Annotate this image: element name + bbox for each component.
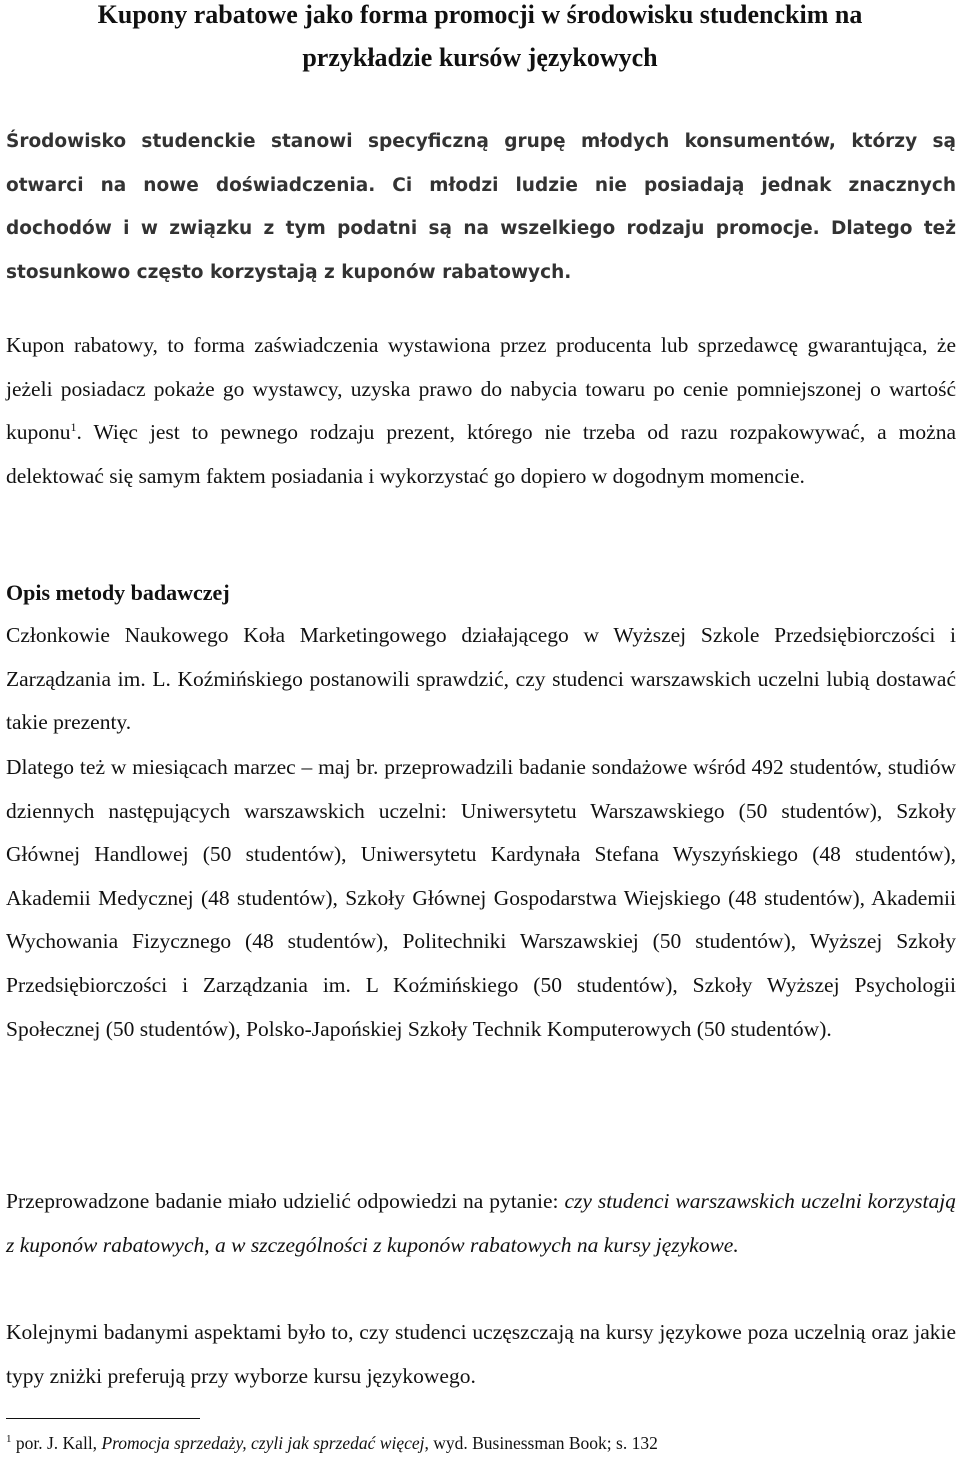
footnote-mark: 1: [6, 1433, 12, 1446]
footnote-separator: [6, 1418, 200, 1419]
survey-paragraph: Dlatego też w miesiącach marzec – maj br. przeprowadzili badanie sondażowe wśród 492 studentów, studiów dziennych następujących warszawskich uczelni: Uniwersytetu Warszawskiego (50 studentów), Szkoły Głównej Handlowej (50 studentów), Uniwersytetu Kardynała Stefana Wyszyńskiego (48 studentów), Akademii Medycznej (48 studentów), Szkoły Głównej Gospodarstwa Wiejskiego (48 studentów), Akademii Wychowania Fizycznego (48 studentów), Politechniki Warszawskiej (50 studentów), Wyższej Szkoły Przedsiębiorczości i Zarządzania im. L Koźmińskiego (50 studentów), Szkoły Wyższej Psychologii Społecznej (50 studentów), Polsko-Japońskiej Szkoły Technik Komputerowych (50 studentów).: [6, 755, 956, 1041]
title-line-1: Kupony rabatowe jako forma promocji w środowisku studenckim na: [97, 0, 863, 29]
intro-paragraph: Środowisko studenckie stanowi specyficzną grupę młodych konsumentów, którzy są otwarci na nowe doświadczenia. Ci młodzi ludzie nie posiadają jednak znacznych dochodów i w związku z tym podatni są na wszelkiego rodzaju promocje. Dlatego też stosunkowo często korzystają z kuponów rabatowych.: [6, 131, 956, 283]
coupon-definition-paragraph: [6, 324, 956, 498]
section-heading: Opis metody badawczej: [6, 580, 230, 605]
coupon-definition-text: Kupon rabatowy, to forma zaświadczenia wystawiona przez producenta lub sprzedawcę gwarantująca, że jeżeli posiadacz pokaże go wystawcy, uzyska prawo do nabycia towaru po cenie pomniejszonej o wartość kuponu: [6, 333, 956, 445]
members-paragraph: Członkowie Naukowego Koła Marketingowego działającego w Wyższej Szkole Przedsiębiorczości i Zarządzania im. L. Koźmińskiego postanowili sprawdzić, czy studenci warszawskich uczelni lubią dostawać takie prezenty.: [6, 623, 956, 735]
research-question-paragraph: [6, 1180, 956, 1267]
title-line-2: przykładzie kursów językowych: [302, 43, 658, 72]
footnote-prefix: por. J. Kall,: [11, 1433, 102, 1453]
research-question-intro: Przeprowadzone badanie miało udzielić odpowiedzi na pytanie:: [6, 1189, 565, 1213]
research-question: czy studenci warszawskich uczelni korzystają z kuponów rabatowych, a w szczególności z kuponów rabatowych na kursy językowe.: [6, 1189, 956, 1257]
further-aspects-paragraph: Kolejnymi badanymi aspektami było to, czy studenci uczęszczają na kursy językowe poza uczelnią oraz jakie typy zniżki preferują przy wyborze kursu językowego.: [6, 1320, 956, 1388]
footnote-book-title: Promocja sprzedaży, czyli jak sprzedać więcej: [101, 1433, 425, 1453]
footnote: [6, 1429, 658, 1457]
footnote-suffix: , wyd. Businessman Book; s. 132: [424, 1433, 658, 1453]
footnote-reference: 1: [70, 420, 77, 435]
coupon-definition-text-cont: . Więc jest to pewnego rodzaju prezent, którego nie trzeba od razu rozpakowywać, a można delektować się samym faktem posiadania i wykorzystać go dopiero w dogodnym momencie.: [6, 420, 956, 488]
